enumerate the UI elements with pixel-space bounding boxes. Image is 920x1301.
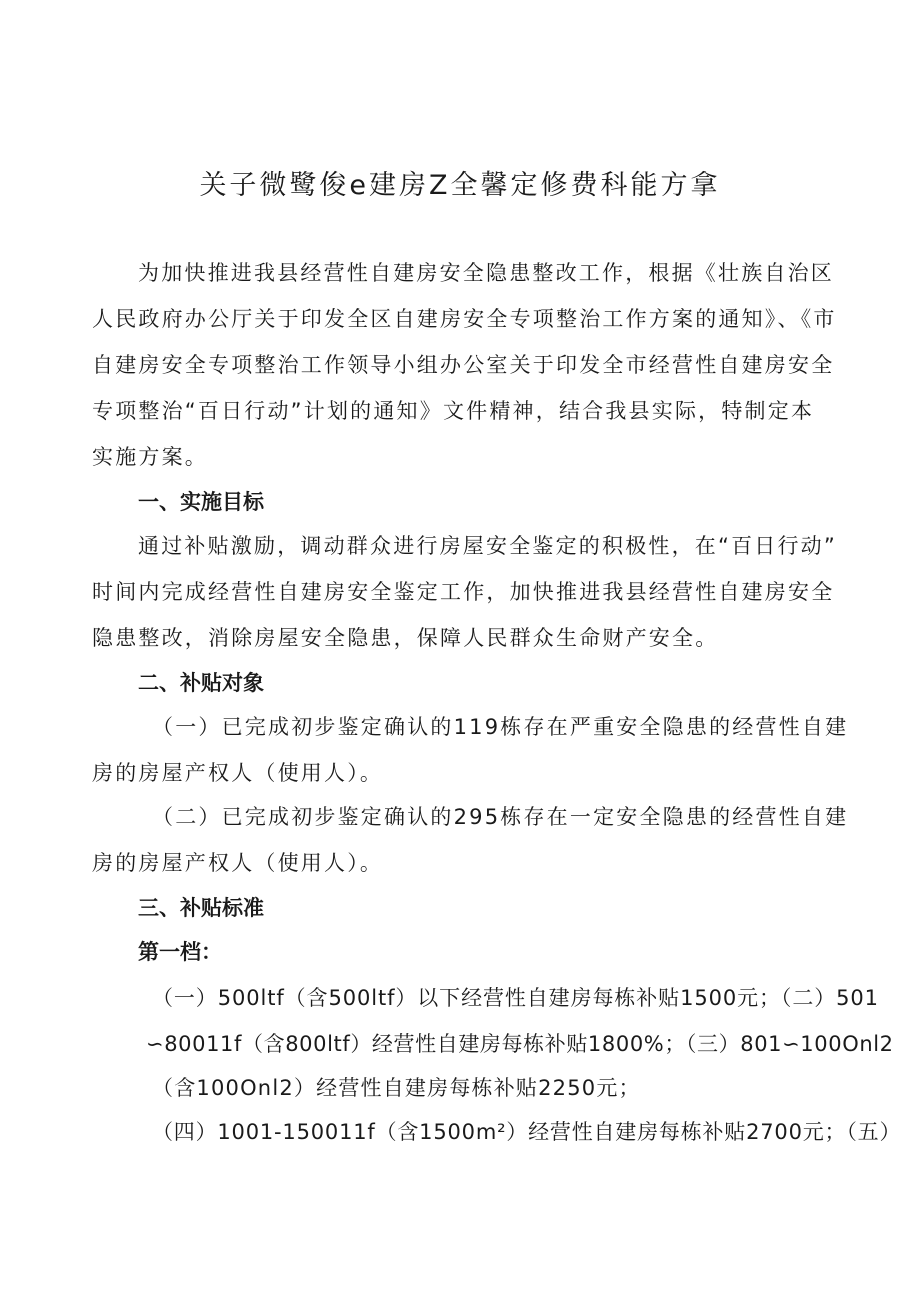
- section2-line: 房的房屋产权人（使用人）。: [92, 761, 384, 785]
- section2-line: 房的房屋产权人（使用人）。: [92, 851, 384, 875]
- intro-line: 自建房安全专项整治工作领导小组办公室关于印发全市经营性自建房安全: [92, 353, 835, 377]
- section-heading: 一、实施目标: [138, 490, 264, 514]
- section3-line: ∽80011f（含800ltf）经营性自建房每栋补贴1800%；（三）801∽100Onl2: [146, 1032, 894, 1056]
- intro-line: 实施方案。: [92, 445, 208, 469]
- section3-line: （一）500ltf（含500ltf）以下经营性自建房每栋补贴1500元；（二）501: [152, 986, 879, 1010]
- section1-line: 隐患整改，消除房屋安全隐患，保障人民群众生命财产安全。: [92, 626, 719, 650]
- intro-line: 为加快推进我县经营性自建房安全隐患整改工作，根据《壮族自治区: [138, 261, 834, 285]
- section-heading: 三、补贴标准: [138, 896, 264, 920]
- intro-line: 人民政府办公厅关于印发全区自建房安全专项整治工作方案的通知》、《市: [92, 307, 837, 331]
- section3-line: （四）1001-150011f（含1500m²）经营性自建房每栋补贴2700元；（五）: [152, 1120, 902, 1144]
- section-heading: 二、补贴对象: [138, 671, 264, 695]
- intro-line: 专项整治“百日行动”计划的通知》文件精神，结合我县实际，特制定本: [92, 399, 815, 423]
- section1-line: 通过补贴激励，调动群众进行房屋安全鉴定的积极性，在“百日行动”: [138, 534, 837, 558]
- section-subheading: 第一档：: [138, 940, 222, 964]
- document-title: 关子微鹭俊e建房Z全馨定修费科能方拿: [199, 170, 721, 201]
- section2-line: （二）已完成初步鉴定确认的295栋存在一定安全隐患的经营性自建: [152, 805, 849, 829]
- section3-line: （含100Onl2）经营性自建房每栋补贴2250元；: [152, 1076, 641, 1100]
- section2-line: （一）已完成初步鉴定确认的119栋存在严重安全隐患的经营性自建: [152, 715, 849, 739]
- section1-line: 时间内完成经营性自建房安全鉴定工作，加快推进我县经营性自建房安全: [92, 580, 835, 604]
